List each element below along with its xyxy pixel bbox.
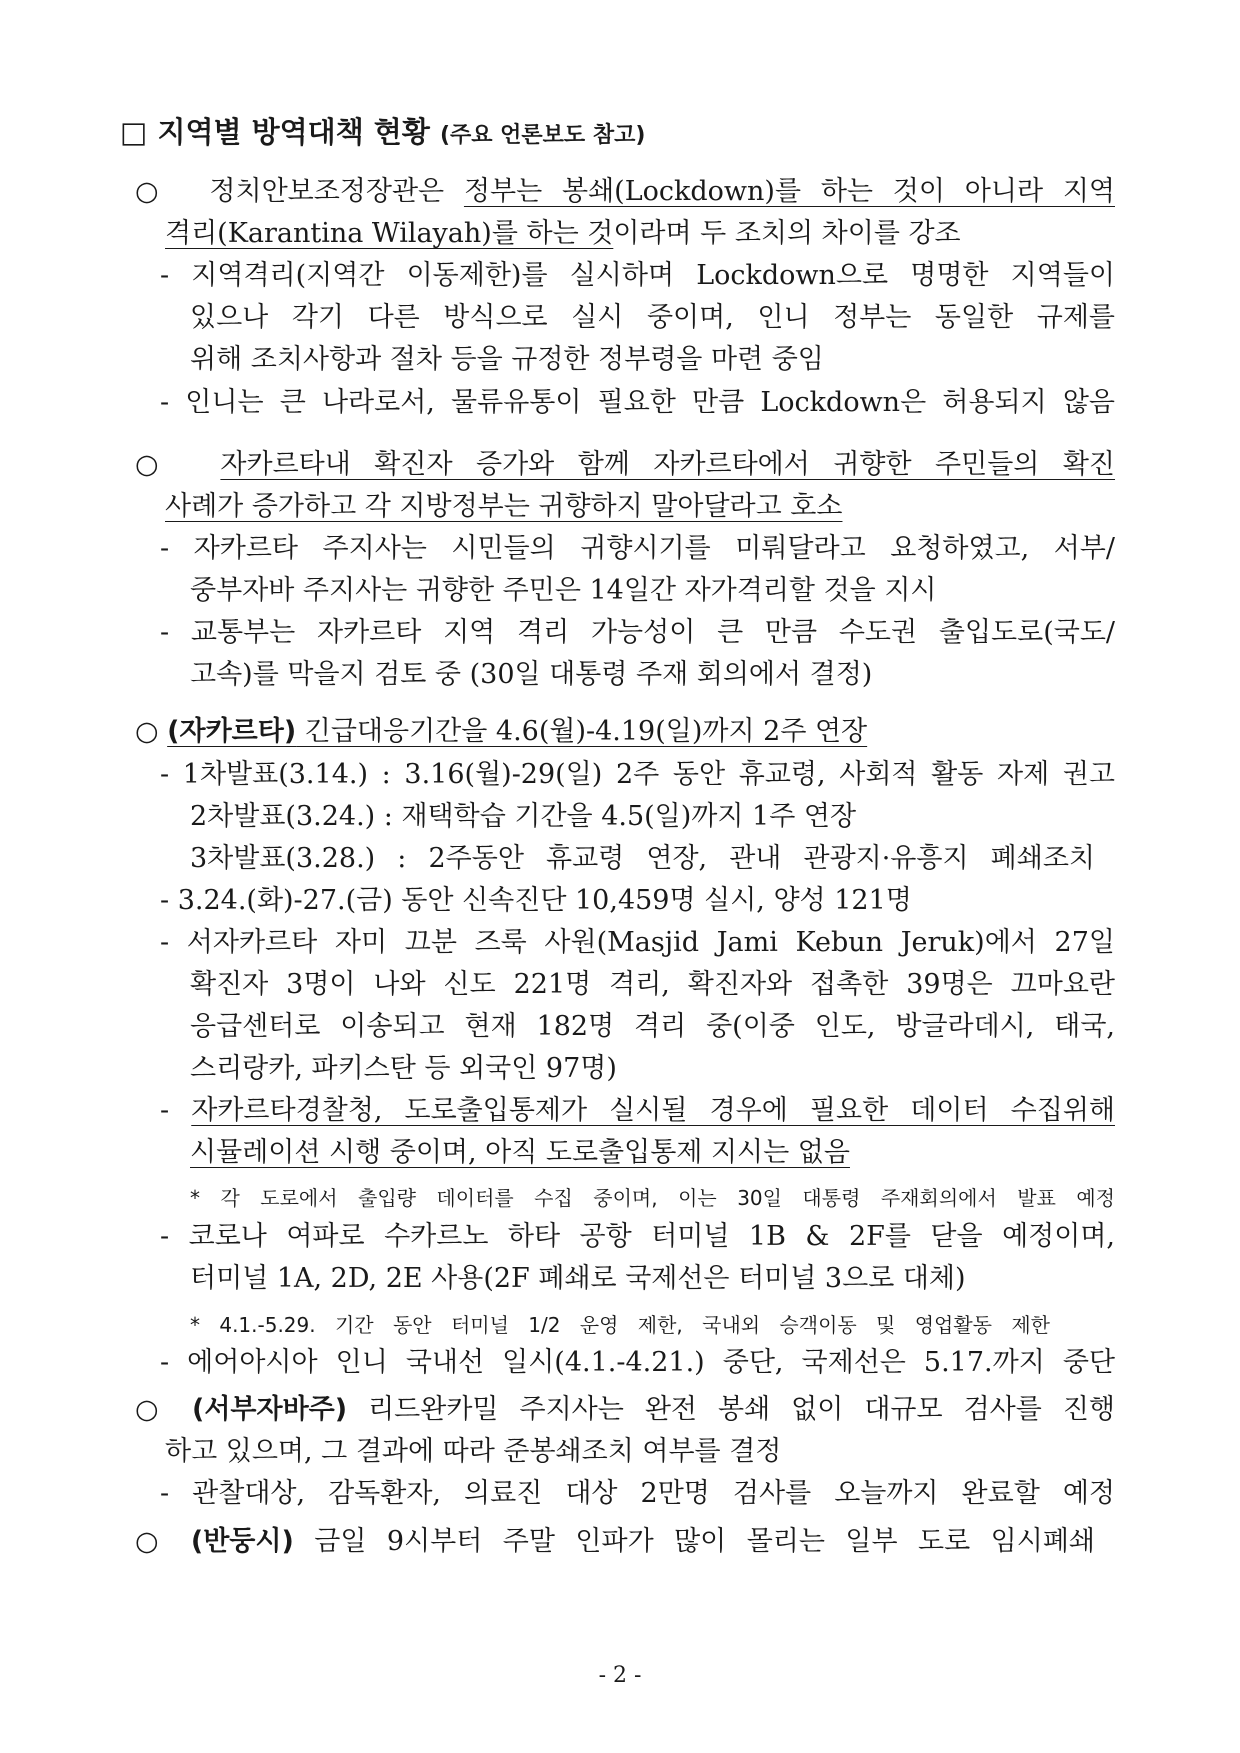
text-line: [160, 923, 1115, 963]
text-line: [160, 881, 950, 921]
text-segment: - 인니는 큰 나라로서, 물류유통이 필요한 만큼 Lockdown은 허용되지 않음: [160, 387, 1115, 418]
text-line: [190, 571, 937, 611]
text-segment: - 에어아시아 인니 국내선 일시(4.1.-4.21.) 중단, 국제선은 5.17.까지 중단: [160, 1347, 1115, 1378]
text-line: [190, 1133, 925, 1173]
text-segment: 정부는 봉쇄(Lockdown)를 하는 것이 아니라 지역: [463, 176, 1115, 207]
text-segment: 자카르타내 확진자 증가와 함께 자카르타에서 귀향한 주민들의 확진: [220, 449, 1116, 480]
text-segment: 이라며 두 조치의 차이를 강조: [613, 218, 961, 249]
text-line: [135, 1522, 1095, 1562]
text-segment: (서부자바주): [191, 1394, 348, 1425]
text-segment: 고속)를 막을지 검토 중 (30일 대통령 주재 회의에서 결정): [190, 659, 873, 690]
text-segment: 응급센터로 이송되고 현재 182명 격리 중(이중 인도, 방글라데시, 태국,: [190, 1011, 1115, 1042]
text-line: [135, 172, 1115, 212]
text-line: [190, 1049, 630, 1089]
text-segment: - 3.24.(화)-27.(금) 동안 신속진단 10,459명 실시, 양성 121명: [160, 885, 912, 916]
text-segment: 중부자바 주지사는 귀향한 주민은 14일간 자가격리할 것을 지시: [190, 575, 937, 606]
text-segment: ○: [135, 1394, 192, 1425]
text-line: [160, 1091, 1115, 1131]
text-line: [135, 1390, 1115, 1430]
text-line: [160, 383, 1115, 423]
text-line: [160, 1343, 1115, 1383]
text-line: [190, 655, 940, 695]
text-line: [190, 965, 1115, 1005]
text-line: [160, 613, 1115, 653]
text-segment: * 각 도로에서 출입량 데이터를 수집 중이며, 이는 30일 대통령 주재회의에서 발표 예정: [190, 1186, 1115, 1210]
text-segment: - 지역격리(지역간 이동제한)를 실시하며 Lockdown으로 명명한 지역들이: [160, 260, 1115, 291]
text-line: [165, 487, 865, 527]
text-line: [190, 839, 1095, 879]
text-segment: - 자카르타 주지사는 시민들의 귀향시기를 미뤄달라고 요청하였고, 서부/: [160, 533, 1115, 564]
text-segment: - 1차발표(3.14.) : 3.16(월)-29(일) 2주 동안 휴교령, 사회적 활동 자제 권고: [160, 759, 1115, 790]
title-text: 지역별 방역대책 현황: [157, 115, 430, 149]
text-segment: -: [160, 1095, 192, 1126]
text-segment: ○: [135, 1526, 191, 1557]
text-segment: 격리(Karantina Wilayah)를 하는 것: [165, 218, 614, 249]
text-segment: - 서자카르타 자미 끄분 즈룩 사원(Masjid Jami Kebun Jeruk)에서 27일: [160, 927, 1115, 958]
text-segment: (반둥시): [190, 1526, 294, 1557]
text-segment: * 4.1.-5.29. 기간 동안 터미널 1/2 운영 제한, 국내외 승객이동 및 영업활동 제한: [190, 1313, 1050, 1337]
text-segment: - 교통부는 자카르타 지역 격리 가능성이 큰 만큼 수도권 출입도로(국도/: [160, 617, 1115, 648]
text-line: [165, 1432, 885, 1472]
text-line: [160, 256, 1115, 296]
text-segment: 2차발표(3.24.) : 재택학습 기간을 4.5(일)까지 1주 연장: [190, 801, 857, 832]
text-line: [160, 529, 1115, 569]
text-segment: (자카르타): [167, 716, 297, 747]
checkbox-icon: □: [120, 115, 148, 149]
text-segment: - 관찰대상, 감독환자, 의료진 대상 2만명 검사를 오늘까지 완료할 예정: [160, 1478, 1115, 1509]
text-segment: 터미널 1A, 2D, 2E 사용(2F 폐쇄로 국제선은 터미널 3으로 대체): [190, 1263, 966, 1294]
text-line: [190, 1178, 1115, 1218]
text-segment: 확진자 3명이 나와 신도 221명 격리, 확진자와 접촉한 39명은 끄마요란: [190, 969, 1115, 1000]
text-segment: 시뮬레이션 시행 중이며, 아직 도로출입통제 지시는 없음: [190, 1137, 850, 1168]
text-line: [190, 797, 870, 837]
text-line: [135, 712, 935, 752]
text-line: [190, 298, 1115, 338]
page-number: - 2 -: [598, 1663, 642, 1688]
text-line: [190, 340, 925, 380]
text-segment: 자카르타경찰청, 도로출입통제가 실시될 경우에 필요한 데이터 수집위해: [191, 1095, 1115, 1126]
text-segment: 하고 있으며, 그 결과에 따라 준봉쇄조치 여부를 결정: [165, 1436, 782, 1467]
text-line: [160, 755, 1115, 795]
text-segment: ○ 정치안보조정장관은: [135, 176, 464, 207]
text-line: [135, 445, 1115, 485]
text-line: [165, 214, 1065, 254]
text-segment: ○: [135, 449, 221, 480]
text-segment: 위해 조치사항과 절차 등을 규정한 정부령을 마련 중임: [190, 344, 824, 375]
text-line: [160, 1474, 1115, 1514]
text-segment: 금일 9시부터 주말 인파가 많이 몰리는 일부 도로 임시폐쇄: [293, 1526, 1095, 1557]
text-line: [190, 1259, 1070, 1299]
text-segment: 긴급대응기간을 4.6(월)-4.19(일)까지 2주 연장: [296, 716, 868, 747]
text-segment: 리드완카밀 주지사는 완전 봉쇄 없이 대규모 검사를 진행: [347, 1394, 1115, 1425]
text-segment: ○: [135, 716, 168, 747]
text-segment: - 코로나 여파로 수카르노 하타 공항 터미널 1B & 2F를 닫을 예정이며,: [160, 1221, 1115, 1252]
text-line: [160, 1217, 1115, 1257]
text-segment: 있으나 각기 다른 방식으로 실시 중이며, 인니 정부는 동일한 규제를: [190, 302, 1115, 333]
title-subtitle: (주요 언론보도 참고): [439, 123, 646, 148]
text-segment: 사례가 증가하고 각 지방정부는 귀향하지 말아달라고 호소: [165, 491, 843, 522]
text-segment: 스리랑카, 파키스탄 등 외국인 97명): [190, 1053, 617, 1084]
section-title: [120, 112, 645, 156]
text-segment: 3차발표(3.28.) : 2주동안 휴교령 연장, 관내 관광지·유흥지 폐쇄조치: [190, 843, 1095, 874]
text-line: [190, 1007, 1115, 1047]
text-line: [190, 1305, 1050, 1345]
